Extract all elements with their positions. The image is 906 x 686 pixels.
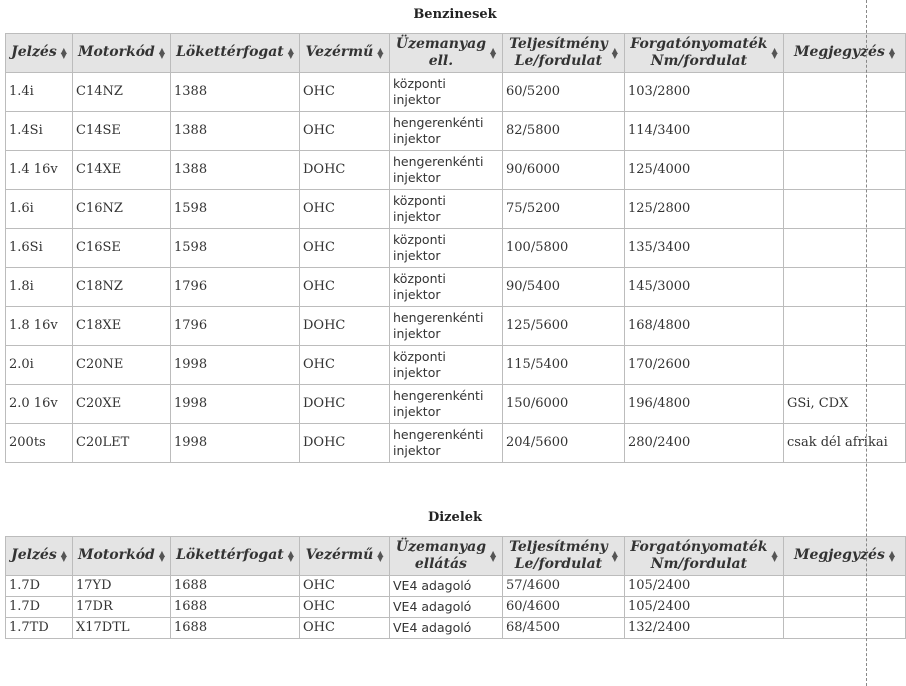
cell-teljesitmeny: 90/6000 bbox=[503, 151, 625, 190]
column-header-label: Forgatónyomaték Nm/fordulat bbox=[630, 36, 768, 69]
column-header-megjegyzes[interactable] bbox=[784, 537, 906, 576]
column-header-label: Teljesítmény Le/fordulat bbox=[509, 36, 608, 69]
cell-vezermu: OHC bbox=[300, 618, 390, 639]
cell-forgatonyomatek: 125/4000 bbox=[625, 151, 784, 190]
cell-jelzes: 2.0 16v bbox=[6, 385, 73, 424]
table-row bbox=[6, 346, 906, 385]
cell-forgatonyomatek: 170/2600 bbox=[625, 346, 784, 385]
cell-forgatonyomatek: 196/4800 bbox=[625, 385, 784, 424]
cell-uzemanyag: hengerenkénti injektor bbox=[390, 112, 503, 151]
cell-teljesitmeny: 115/5400 bbox=[503, 346, 625, 385]
cell-uzemanyag: VE4 adagoló bbox=[390, 576, 503, 597]
column-header-motorkod[interactable] bbox=[73, 34, 171, 73]
cell-lokettertfogat: 1998 bbox=[171, 346, 300, 385]
sort-arrows-icon[interactable]: ▲ ▼ bbox=[611, 45, 618, 60]
cell-jelzes: 1.6Si bbox=[6, 229, 73, 268]
cell-megjegyzes: csak dél afrikai bbox=[784, 424, 906, 463]
cell-vezermu: OHC bbox=[300, 190, 390, 229]
cell-lokettertfogat: 1688 bbox=[171, 576, 300, 597]
cell-teljesitmeny: 60/5200 bbox=[503, 73, 625, 112]
cell-vezermu: DOHC bbox=[300, 307, 390, 346]
cell-uzemanyag: központi injektor bbox=[390, 73, 503, 112]
table-row bbox=[6, 424, 906, 463]
cell-teljesitmeny: 150/6000 bbox=[503, 385, 625, 424]
cell-vezermu: OHC bbox=[300, 268, 390, 307]
cell-motorkod: 17YD bbox=[73, 576, 171, 597]
cell-forgatonyomatek: 114/3400 bbox=[625, 112, 784, 151]
cell-motorkod: C20LET bbox=[73, 424, 171, 463]
cell-lokettertfogat: 1688 bbox=[171, 618, 300, 639]
column-header-label: Üzemanyag ellátás bbox=[395, 539, 486, 572]
sort-arrows-icon[interactable]: ▲ ▼ bbox=[377, 44, 384, 60]
column-header-uzemanyag[interactable] bbox=[390, 34, 503, 73]
cell-megjegyzes: GSi, CDX bbox=[784, 385, 906, 424]
sort-arrows-icon[interactable]: ▲ ▼ bbox=[888, 547, 895, 563]
cell-teljesitmeny: 75/5200 bbox=[503, 190, 625, 229]
petrol-engines-table bbox=[5, 33, 906, 463]
cell-megjegyzes bbox=[784, 307, 906, 346]
sort-arrows-icon[interactable]: ▲ ▼ bbox=[771, 548, 778, 563]
cell-jelzes: 1.6i bbox=[6, 190, 73, 229]
column-header-label: Teljesítmény Le/fordulat bbox=[509, 539, 608, 572]
column-header-teljesitmeny[interactable] bbox=[503, 34, 625, 73]
cell-jelzes: 1.8i bbox=[6, 268, 73, 307]
sort-arrows-icon[interactable]: ▲ ▼ bbox=[60, 44, 67, 60]
cell-megjegyzes bbox=[784, 618, 906, 639]
cell-teljesitmeny: 68/4500 bbox=[503, 618, 625, 639]
cell-jelzes: 1.4 16v bbox=[6, 151, 73, 190]
column-header-vezermu[interactable] bbox=[300, 34, 390, 73]
table-row bbox=[6, 385, 906, 424]
cell-motorkod: X17DTL bbox=[73, 618, 171, 639]
page-edge-divider bbox=[866, 0, 867, 686]
cell-megjegyzes bbox=[784, 229, 906, 268]
column-header-uzemanyag[interactable] bbox=[390, 537, 503, 576]
sort-arrows-icon[interactable]: ▲ ▼ bbox=[158, 547, 165, 563]
cell-uzemanyag: központi injektor bbox=[390, 190, 503, 229]
cell-lokettertfogat: 1998 bbox=[171, 424, 300, 463]
sort-arrows-icon[interactable]: ▲ ▼ bbox=[888, 44, 895, 60]
cell-motorkod: 17DR bbox=[73, 597, 171, 618]
cell-motorkod: C18XE bbox=[73, 307, 171, 346]
cell-megjegyzes bbox=[784, 151, 906, 190]
sort-arrows-icon[interactable]: ▲ ▼ bbox=[287, 547, 294, 563]
cell-megjegyzes bbox=[784, 73, 906, 112]
table-row bbox=[6, 73, 906, 112]
cell-jelzes: 1.4i bbox=[6, 73, 73, 112]
table-row bbox=[6, 112, 906, 151]
cell-megjegyzes bbox=[784, 597, 906, 618]
header-row bbox=[6, 34, 906, 73]
table-row bbox=[6, 190, 906, 229]
cell-forgatonyomatek: 280/2400 bbox=[625, 424, 784, 463]
column-header-megjegyzes[interactable] bbox=[784, 34, 906, 73]
column-header-forgatonyomatek[interactable] bbox=[625, 537, 784, 576]
table-row bbox=[6, 268, 906, 307]
cell-jelzes: 1.4Si bbox=[6, 112, 73, 151]
cell-uzemanyag: VE4 adagoló bbox=[390, 618, 503, 639]
cell-vezermu: DOHC bbox=[300, 424, 390, 463]
cell-motorkod: C14XE bbox=[73, 151, 171, 190]
cell-vezermu: OHC bbox=[300, 346, 390, 385]
cell-megjegyzes bbox=[784, 268, 906, 307]
column-header-label: Lökettérfogat bbox=[176, 547, 284, 564]
cell-megjegyzes bbox=[784, 190, 906, 229]
column-header-label: Vezérmű bbox=[305, 44, 374, 61]
sort-arrows-icon[interactable]: ▲ ▼ bbox=[158, 44, 165, 60]
cell-vezermu: OHC bbox=[300, 229, 390, 268]
cell-uzemanyag: hengerenkénti injektor bbox=[390, 307, 503, 346]
cell-jelzes: 1.7TD bbox=[6, 618, 73, 639]
cell-lokettertfogat: 1796 bbox=[171, 268, 300, 307]
cell-vezermu: OHC bbox=[300, 112, 390, 151]
cell-uzemanyag: központi injektor bbox=[390, 229, 503, 268]
cell-uzemanyag: központi injektor bbox=[390, 268, 503, 307]
cell-megjegyzes bbox=[784, 576, 906, 597]
sort-arrows-icon[interactable]: ▲ ▼ bbox=[377, 547, 384, 563]
cell-motorkod: C14NZ bbox=[73, 73, 171, 112]
table-row bbox=[6, 307, 906, 346]
column-header-teljesitmeny[interactable] bbox=[503, 537, 625, 576]
cell-jelzes: 1.8 16v bbox=[6, 307, 73, 346]
cell-lokettertfogat: 1998 bbox=[171, 385, 300, 424]
cell-uzemanyag: VE4 adagoló bbox=[390, 597, 503, 618]
cell-lokettertfogat: 1688 bbox=[171, 597, 300, 618]
cell-forgatonyomatek: 103/2800 bbox=[625, 73, 784, 112]
table-caption-diesel: Dizelek bbox=[427, 510, 483, 525]
cell-vezermu: DOHC bbox=[300, 385, 390, 424]
cell-megjegyzes bbox=[784, 346, 906, 385]
cell-motorkod: C14SE bbox=[73, 112, 171, 151]
column-header-lokettertfogat[interactable] bbox=[171, 537, 300, 576]
column-header-label: Üzemanyag ell. bbox=[395, 36, 486, 69]
sort-arrows-icon[interactable]: ▲ ▼ bbox=[611, 548, 618, 563]
table-row bbox=[6, 576, 906, 597]
cell-jelzes: 2.0i bbox=[6, 346, 73, 385]
cell-lokettertfogat: 1388 bbox=[171, 73, 300, 112]
diesel-engines-table bbox=[5, 536, 906, 639]
table-row bbox=[6, 151, 906, 190]
sort-arrows-icon[interactable]: ▲ ▼ bbox=[489, 45, 497, 60]
column-header-label: Vezérmű bbox=[305, 547, 374, 564]
sort-arrows-icon[interactable]: ▲ ▼ bbox=[60, 547, 67, 563]
table-row bbox=[6, 597, 906, 618]
table-caption-petrol: Benzinesek bbox=[413, 7, 497, 22]
column-header-label: Megjegyzés bbox=[794, 547, 885, 564]
cell-lokettertfogat: 1598 bbox=[171, 229, 300, 268]
column-header-lokettertfogat[interactable] bbox=[171, 34, 300, 73]
header-row bbox=[6, 537, 906, 576]
cell-teljesitmeny: 57/4600 bbox=[503, 576, 625, 597]
column-header-vezermu[interactable] bbox=[300, 537, 390, 576]
cell-lokettertfogat: 1796 bbox=[171, 307, 300, 346]
cell-forgatonyomatek: 105/2400 bbox=[625, 576, 784, 597]
cell-lokettertfogat: 1598 bbox=[171, 190, 300, 229]
cell-lokettertfogat: 1388 bbox=[171, 112, 300, 151]
column-header-jelzes[interactable] bbox=[6, 537, 73, 576]
cell-forgatonyomatek: 145/3000 bbox=[625, 268, 784, 307]
column-header-label: Motorkód bbox=[78, 44, 155, 61]
cell-motorkod: C16NZ bbox=[73, 190, 171, 229]
cell-teljesitmeny: 100/5800 bbox=[503, 229, 625, 268]
cell-jelzes: 1.7D bbox=[6, 576, 73, 597]
cell-forgatonyomatek: 135/3400 bbox=[625, 229, 784, 268]
cell-forgatonyomatek: 105/2400 bbox=[625, 597, 784, 618]
cell-motorkod: C18NZ bbox=[73, 268, 171, 307]
sort-arrows-icon[interactable]: ▲ ▼ bbox=[489, 548, 497, 563]
cell-teljesitmeny: 82/5800 bbox=[503, 112, 625, 151]
column-header-label: Motorkód bbox=[78, 547, 155, 564]
cell-vezermu: OHC bbox=[300, 73, 390, 112]
column-header-label: Forgatónyomaték Nm/fordulat bbox=[630, 539, 768, 572]
column-header-label: Megjegyzés bbox=[794, 44, 885, 61]
cell-vezermu: OHC bbox=[300, 597, 390, 618]
cell-uzemanyag: hengerenkénti injektor bbox=[390, 385, 503, 424]
cell-vezermu: DOHC bbox=[300, 151, 390, 190]
cell-megjegyzes bbox=[784, 112, 906, 151]
cell-lokettertfogat: 1388 bbox=[171, 151, 300, 190]
cell-vezermu: OHC bbox=[300, 576, 390, 597]
column-header-jelzes[interactable] bbox=[6, 34, 73, 73]
cell-jelzes: 200ts bbox=[6, 424, 73, 463]
cell-motorkod: C20NE bbox=[73, 346, 171, 385]
sort-arrows-icon[interactable]: ▲ ▼ bbox=[287, 44, 294, 60]
column-header-motorkod[interactable] bbox=[73, 537, 171, 576]
cell-forgatonyomatek: 125/2800 bbox=[625, 190, 784, 229]
column-header-label: Lökettérfogat bbox=[176, 44, 284, 61]
table-row bbox=[6, 618, 906, 639]
cell-uzemanyag: központi injektor bbox=[390, 346, 503, 385]
cell-forgatonyomatek: 168/4800 bbox=[625, 307, 784, 346]
cell-teljesitmeny: 60/4600 bbox=[503, 597, 625, 618]
cell-uzemanyag: hengerenkénti injektor bbox=[390, 151, 503, 190]
cell-forgatonyomatek: 132/2400 bbox=[625, 618, 784, 639]
table-row bbox=[6, 229, 906, 268]
cell-teljesitmeny: 204/5600 bbox=[503, 424, 625, 463]
column-header-forgatonyomatek[interactable] bbox=[625, 34, 784, 73]
cell-uzemanyag: hengerenkénti injektor bbox=[390, 424, 503, 463]
cell-jelzes: 1.7D bbox=[6, 597, 73, 618]
column-header-label: Jelzés bbox=[11, 547, 57, 564]
cell-teljesitmeny: 90/5400 bbox=[503, 268, 625, 307]
cell-motorkod: C20XE bbox=[73, 385, 171, 424]
cell-motorkod: C16SE bbox=[73, 229, 171, 268]
column-header-label: Jelzés bbox=[11, 44, 57, 61]
cell-teljesitmeny: 125/5600 bbox=[503, 307, 625, 346]
sort-arrows-icon[interactable]: ▲ ▼ bbox=[771, 45, 778, 60]
